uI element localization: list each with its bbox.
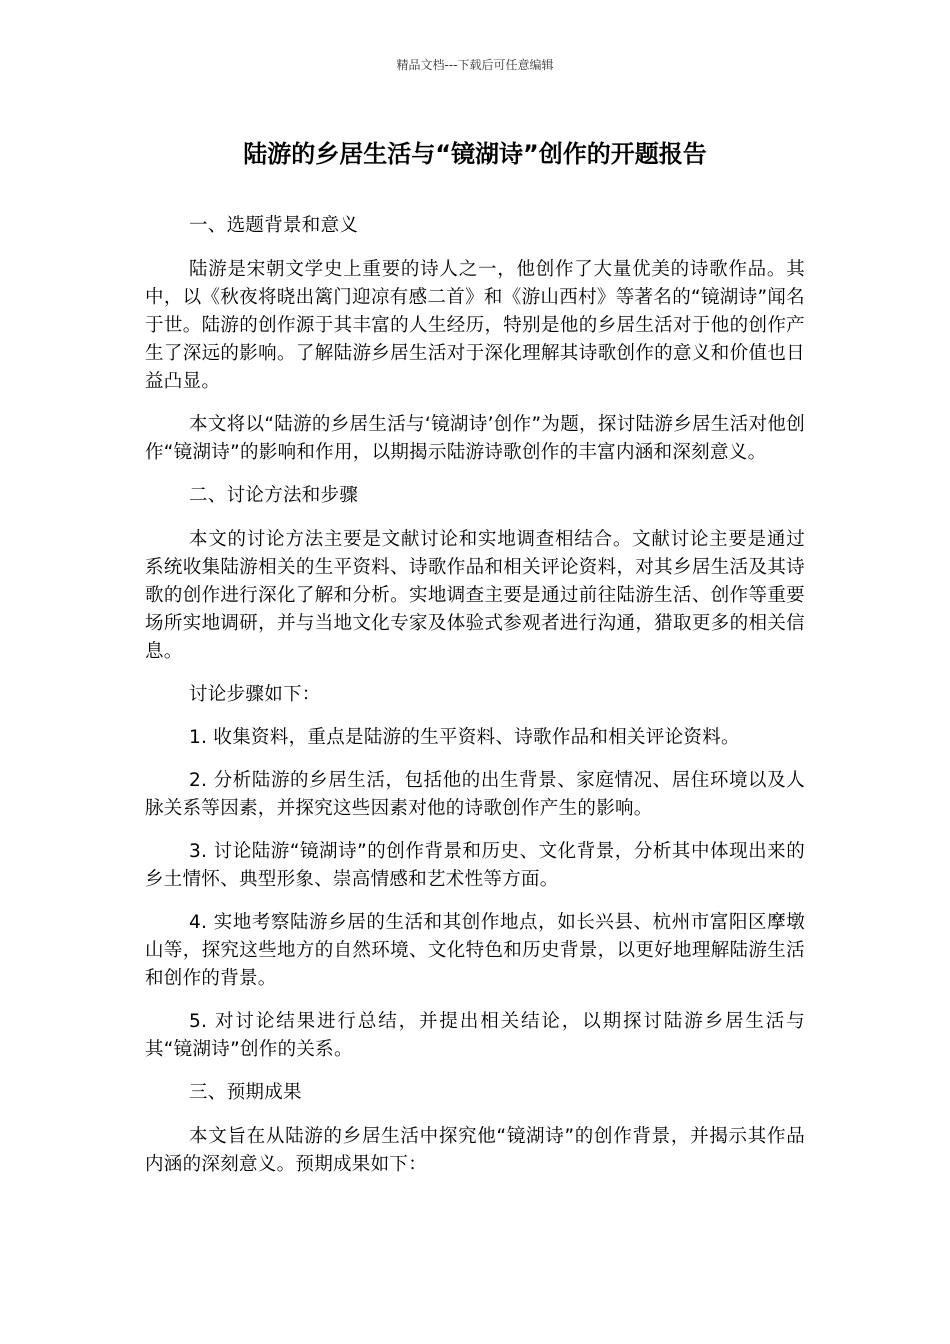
paragraph-methods: 本文的讨论方法主要是文献讨论和实地调查相结合。文献讨论主要是通过系统收集陆游相关的生平资料、诗歌作品和相关评论资料，对其乡居生活及其诗歌的创作进行深化了解和分析。实地调查主要是通过前往陆游生活、创作等重要场所实地调研，并与当地文化专家及体验式参观者进行沟通，猎取更多的相关信息。 xyxy=(145,529,805,662)
list-item-step-1: 1. 收集资料，重点是陆游的生平资料、诗歌作品和相关评论资料。 xyxy=(189,727,740,748)
page-header-watermark: 精品文档---下载后可任意编辑 xyxy=(396,58,554,72)
document-title: 陆游的乡居生活与“镜湖诗”创作的开题报告 xyxy=(243,140,707,168)
section-heading-expected-results: 三、预期成果 xyxy=(189,1082,302,1103)
list-item-step-4: 4. 实地考察陆游乡居的生活和其创作地点，如长兴县、杭州市富阳区摩墩山等，探究这些地方的自然环境、文化特色和历史背景，以更好地理解陆游生活和创作的背景。 xyxy=(145,912,805,989)
list-item-step-3: 3. 讨论陆游“镜湖诗”的创作背景和历史、文化背景，分析其中体现出来的乡土情怀、典型形象、崇高情感和艺术性等方面。 xyxy=(145,841,805,890)
section-heading-methods: 二、讨论方法和步骤 xyxy=(189,485,359,506)
section-heading-background: 一、选题背景和意义 xyxy=(189,215,359,236)
document-body xyxy=(145,212,805,1194)
paragraph-topic: 本文将以“陆游的乡居生活与‘镜湖诗’创作”为题，探讨陆游乡居生活对他创作“镜湖诗”的影响和作用，以期揭示陆游诗歌创作的丰富内涵和深刻意义。 xyxy=(145,414,805,463)
paragraph-steps-intro: 讨论步骤如下： xyxy=(189,684,321,705)
list-item-step-2: 2. 分析陆游的乡居生活，包括他的出生背景、家庭情况、居住环境以及人脉关系等因素，并探究这些因素对他的诗歌创作产生的影响。 xyxy=(145,770,805,819)
list-item-step-5: 5. 对讨论结果进行总结，并提出相关结论，以期探讨陆游乡居生活与其“镜湖诗”创作的关系。 xyxy=(145,1011,805,1060)
paragraph-expected-results: 本文旨在从陆游的乡居生活中探究他“镜湖诗”的创作背景，并揭示其作品内涵的深刻意义。预期成果如下： xyxy=(145,1126,805,1175)
paragraph-background: 陆游是宋朝文学史上重要的诗人之一，他创作了大量优美的诗歌作品。其中，以《秋夜将晓出篱门迎凉有感二首》和《游山西村》等著名的“镜湖诗”闻名于世。陆游的创作源于其丰富的人生经历，特别是他的乡居生活对于他的创作产生了深远的影响。了解陆游乡居生活对于深化理解其诗歌创作的意义和价值也日益凸显。 xyxy=(145,259,805,392)
